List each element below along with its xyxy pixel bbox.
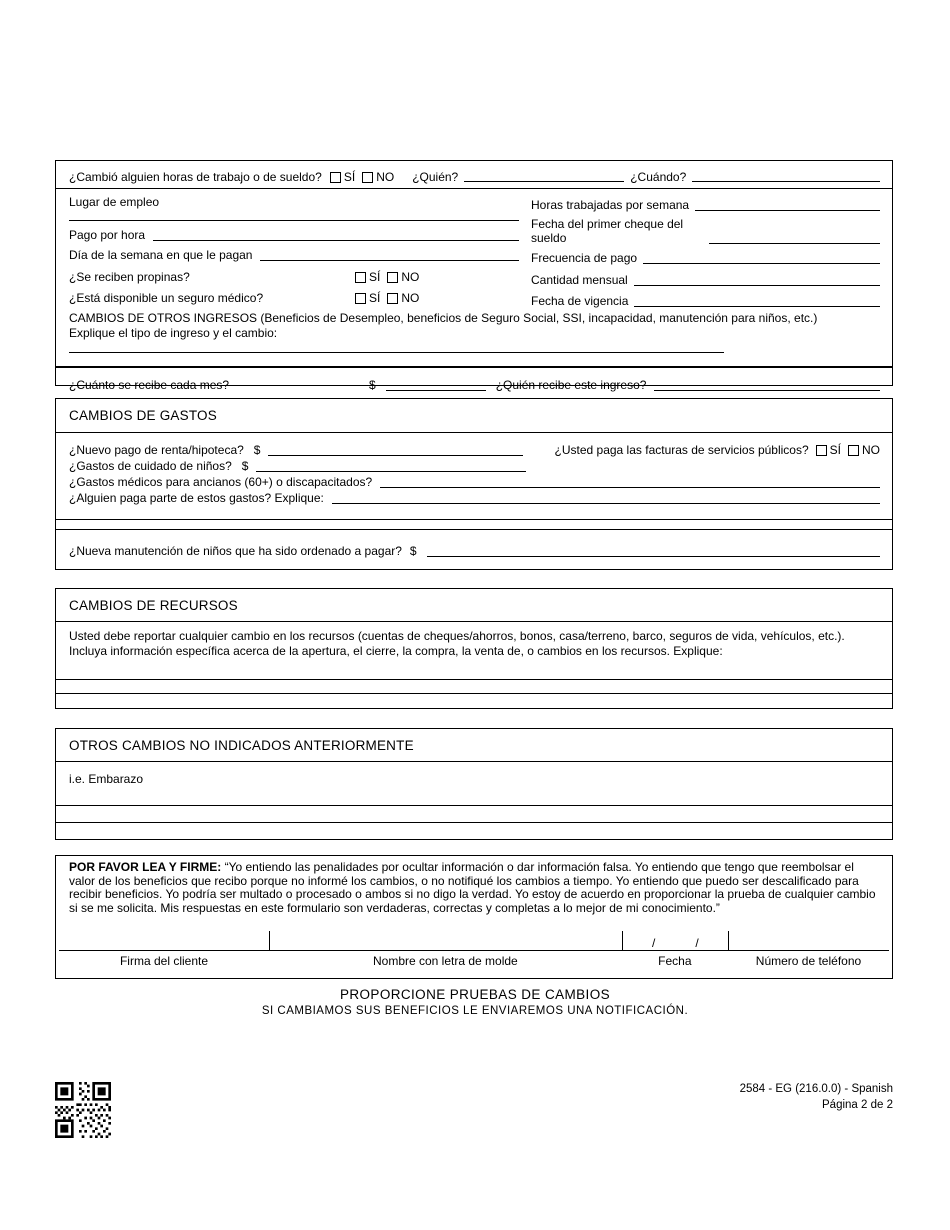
income-monthly-question: ¿Cuánto se recibe cada mes? [69, 378, 230, 392]
date-input-line[interactable] [622, 931, 728, 951]
childcare-question: ¿Gastos de cuidado de niños? [69, 459, 232, 473]
child-support-input-line[interactable] [427, 556, 880, 557]
provide-proof-text: PROPORCIONE PRUEBAS DE CAMBIOS [339, 987, 611, 1002]
who-input-line[interactable] [464, 181, 624, 182]
first-check-input-line[interactable] [709, 243, 880, 244]
insurance-question: ¿Está disponible un seguro médico? [69, 291, 264, 305]
other-income-heading [56, 308, 892, 325]
resource-section-header [56, 589, 892, 622]
work-change-no-checkbox[interactable] [362, 172, 373, 183]
child-support-question: ¿Nueva manutención de niños que ha sido ordenado a pagar? [69, 544, 402, 558]
medical-expenses-input-line[interactable] [380, 487, 880, 488]
employment-details [56, 189, 892, 308]
rent-input-line[interactable] [268, 455, 523, 456]
pay-frequency-row [531, 245, 880, 265]
childcare-input-line[interactable] [256, 471, 526, 472]
employer-field[interactable] [69, 193, 519, 221]
pay-per-hour-label: Pago por hora [69, 228, 146, 242]
employer-label: Lugar de empleo [69, 195, 160, 209]
pay-day-label: Día de la semana en que le pagan [69, 248, 253, 262]
employment-changes-section [55, 160, 893, 392]
income-amount-row [56, 367, 892, 397]
phone-label: Número de teléfono [755, 954, 862, 968]
resource-line-1[interactable] [56, 680, 892, 694]
other-income-heading-text: CAMBIOS DE OTROS INGRESOS (Beneficios de Desempleo, beneficios de Seguro Social, SSI, incapacidad, manutención para niños, etc.) [69, 311, 818, 325]
yes-label: SÍ [829, 443, 841, 457]
rent-question: ¿Nuevo pago de renta/hipoteca? [69, 443, 244, 457]
pay-per-hour-input-line[interactable] [153, 240, 519, 241]
utilities-yes-checkbox[interactable] [816, 445, 827, 456]
work-change-yes-checkbox[interactable] [330, 172, 341, 183]
monthly-amount-input-line[interactable] [634, 285, 880, 286]
child-support-row [69, 538, 880, 558]
signature-fields [56, 931, 892, 978]
utilities-no-checkbox[interactable] [848, 445, 859, 456]
certification-text [69, 861, 882, 915]
yes-label: SÍ [369, 270, 381, 284]
first-check-row [531, 212, 880, 245]
other-changes-header [56, 729, 892, 762]
income-monthly-input-line[interactable] [386, 390, 486, 391]
printed-name-label: Nombre con letra de molde [372, 954, 518, 968]
resource-changes-section [55, 588, 893, 709]
client-signature-label: Firma del cliente [119, 954, 208, 968]
signature-line-row [59, 931, 889, 951]
hours-per-week-row [531, 193, 880, 212]
tips-yes-checkbox[interactable] [355, 272, 366, 283]
no-label: NO [401, 270, 420, 284]
other-income-line-2[interactable] [56, 353, 892, 367]
form-number: 2584 - EG (216.0.0) - Spanish [739, 1083, 893, 1095]
no-label: NO [401, 291, 420, 305]
effective-date-row [531, 287, 880, 308]
pay-frequency-label: Frecuencia de pago [531, 251, 638, 265]
pay-day-input-line[interactable] [260, 260, 519, 261]
expense-changes-section [55, 398, 893, 570]
certification-lead: POR FAVOR LEA Y FIRME: [69, 860, 222, 874]
phone-input-line[interactable] [728, 931, 889, 951]
qr-code [55, 1082, 111, 1138]
dollar-sign: $ [241, 459, 249, 473]
resource-instructions-text: Usted debe reportar cualquier cambio en los recursos (cuentas de cheques/ahorros, bonos, casa/terreno, barco, seguros de vida, vehículos, etc.). Incluya información específica acerca de la apertura, el cierre, la compra, la venta de, o cambios en los recursos. Explique: [69, 629, 845, 658]
certification-body: “Yo entiendo las penalidades por ocultar información o dar información falsa. Yo entiendo que tengo que reembolsar el valor de los beneficios que recibo porque no informé los cambios, o no notifiqué los cambios a tiempo. Yo entiendo que puedo ser descalificado para recibir beneficios. Yo podría ser multado o procesado o ambos si no digo la verdad. Yo estoy de acuerdo en proporcionar la prueba de cualquier cambio si se me solicita. Mis respuestas en este formulario son verdaderas, correctas y completas a lo mejor de mi conocimiento.” [69, 860, 876, 915]
expense-rows [56, 433, 892, 505]
pay-frequency-input-line[interactable] [643, 263, 880, 264]
dollar-sign: $ [369, 378, 376, 392]
effective-date-input-line[interactable] [634, 306, 880, 307]
yes-label: SÍ [369, 291, 381, 305]
effective-date-label: Fecha de vigencia [531, 294, 629, 308]
date-label: Fecha [658, 954, 692, 968]
who-question: ¿Quién? [412, 170, 459, 184]
other-changes-line-2[interactable] [56, 823, 892, 838]
page-number: Página 2 de 2 [822, 1098, 893, 1111]
tips-no-checkbox[interactable] [387, 272, 398, 283]
shared-expenses-row [69, 489, 880, 505]
first-check-label: Fecha del primer cheque del sueldo [531, 217, 684, 245]
insurance-no-checkbox[interactable] [387, 293, 398, 304]
date-slashes: / / [652, 936, 699, 950]
resource-section-title: CAMBIOS DE RECURSOS [69, 597, 238, 613]
work-change-question-row [56, 161, 892, 189]
shared-expenses-line-2[interactable] [56, 505, 892, 520]
employment-right-column [531, 193, 880, 308]
notification-notice [0, 1005, 950, 1017]
who-receives-input-line[interactable] [654, 390, 880, 391]
notification-notice-text: SI CAMBIAMOS SUS BENEFICIOS LE ENVIAREMOS UNA NOTIFICACIÓN. [261, 1005, 689, 1017]
signature-labels-row [59, 951, 889, 968]
other-changes-example-text: i.e. Embarazo [69, 772, 144, 786]
monthly-amount-row [531, 265, 880, 287]
other-income-line-1[interactable] [69, 340, 724, 353]
when-input-line[interactable] [692, 181, 880, 182]
yes-label: SÍ [343, 170, 356, 184]
hours-per-week-input-line[interactable] [695, 210, 880, 211]
form-identifier [740, 1082, 893, 1113]
employment-left-column [69, 193, 531, 308]
resource-instructions [56, 622, 892, 680]
printed-name-input-line[interactable] [269, 931, 622, 951]
expense-divider [56, 529, 892, 530]
utilities-question: ¿Usted paga las facturas de servicios públicos? [554, 443, 809, 457]
resource-line-2[interactable] [56, 694, 892, 707]
other-changes-title: OTROS CAMBIOS NO INDICADOS ANTERIORMENTE [69, 737, 414, 753]
no-label: NO [376, 170, 395, 184]
monthly-amount-label: Cantidad mensual [531, 273, 628, 287]
medical-expenses-row [69, 473, 880, 489]
dollar-sign: $ [409, 544, 417, 558]
client-signature-input-line[interactable] [59, 931, 269, 951]
pay-day-row [69, 242, 519, 262]
dollar-sign: $ [253, 443, 261, 457]
insurance-row [69, 284, 519, 305]
when-question: ¿Cuándo? [630, 170, 687, 184]
hours-per-week-label: Horas trabajadas por semana [531, 198, 690, 212]
medical-expenses-question: ¿Gastos médicos para ancianos (60+) o discapacitados? [69, 475, 373, 489]
who-receives-question: ¿Quién recibe este ingreso? [495, 378, 647, 392]
other-changes-section [55, 728, 893, 840]
other-changes-line-1[interactable] [56, 806, 892, 823]
insurance-yes-checkbox[interactable] [355, 293, 366, 304]
tips-row [69, 262, 519, 284]
other-income-explain [56, 325, 892, 340]
childcare-row [69, 457, 880, 473]
work-change-question: ¿Cambió alguien horas de trabajo o de sueldo? [69, 170, 322, 184]
other-income-explain-text: Explique el tipo de ingreso y el cambio: [69, 326, 278, 340]
shared-expenses-input-line[interactable] [332, 503, 880, 504]
expense-section-title: CAMBIOS DE GASTOS [69, 408, 217, 423]
signature-section [55, 855, 893, 979]
other-changes-example-area[interactable] [56, 762, 892, 806]
rent-row [69, 441, 880, 457]
expense-section-header [56, 399, 892, 433]
pay-per-hour-row [69, 221, 519, 242]
tips-question: ¿Se reciben propinas? [69, 270, 190, 284]
shared-expenses-question: ¿Alguien paga parte de estos gastos? Explique: [69, 491, 324, 505]
provide-proof-heading [0, 987, 950, 1002]
no-label: NO [862, 443, 880, 457]
